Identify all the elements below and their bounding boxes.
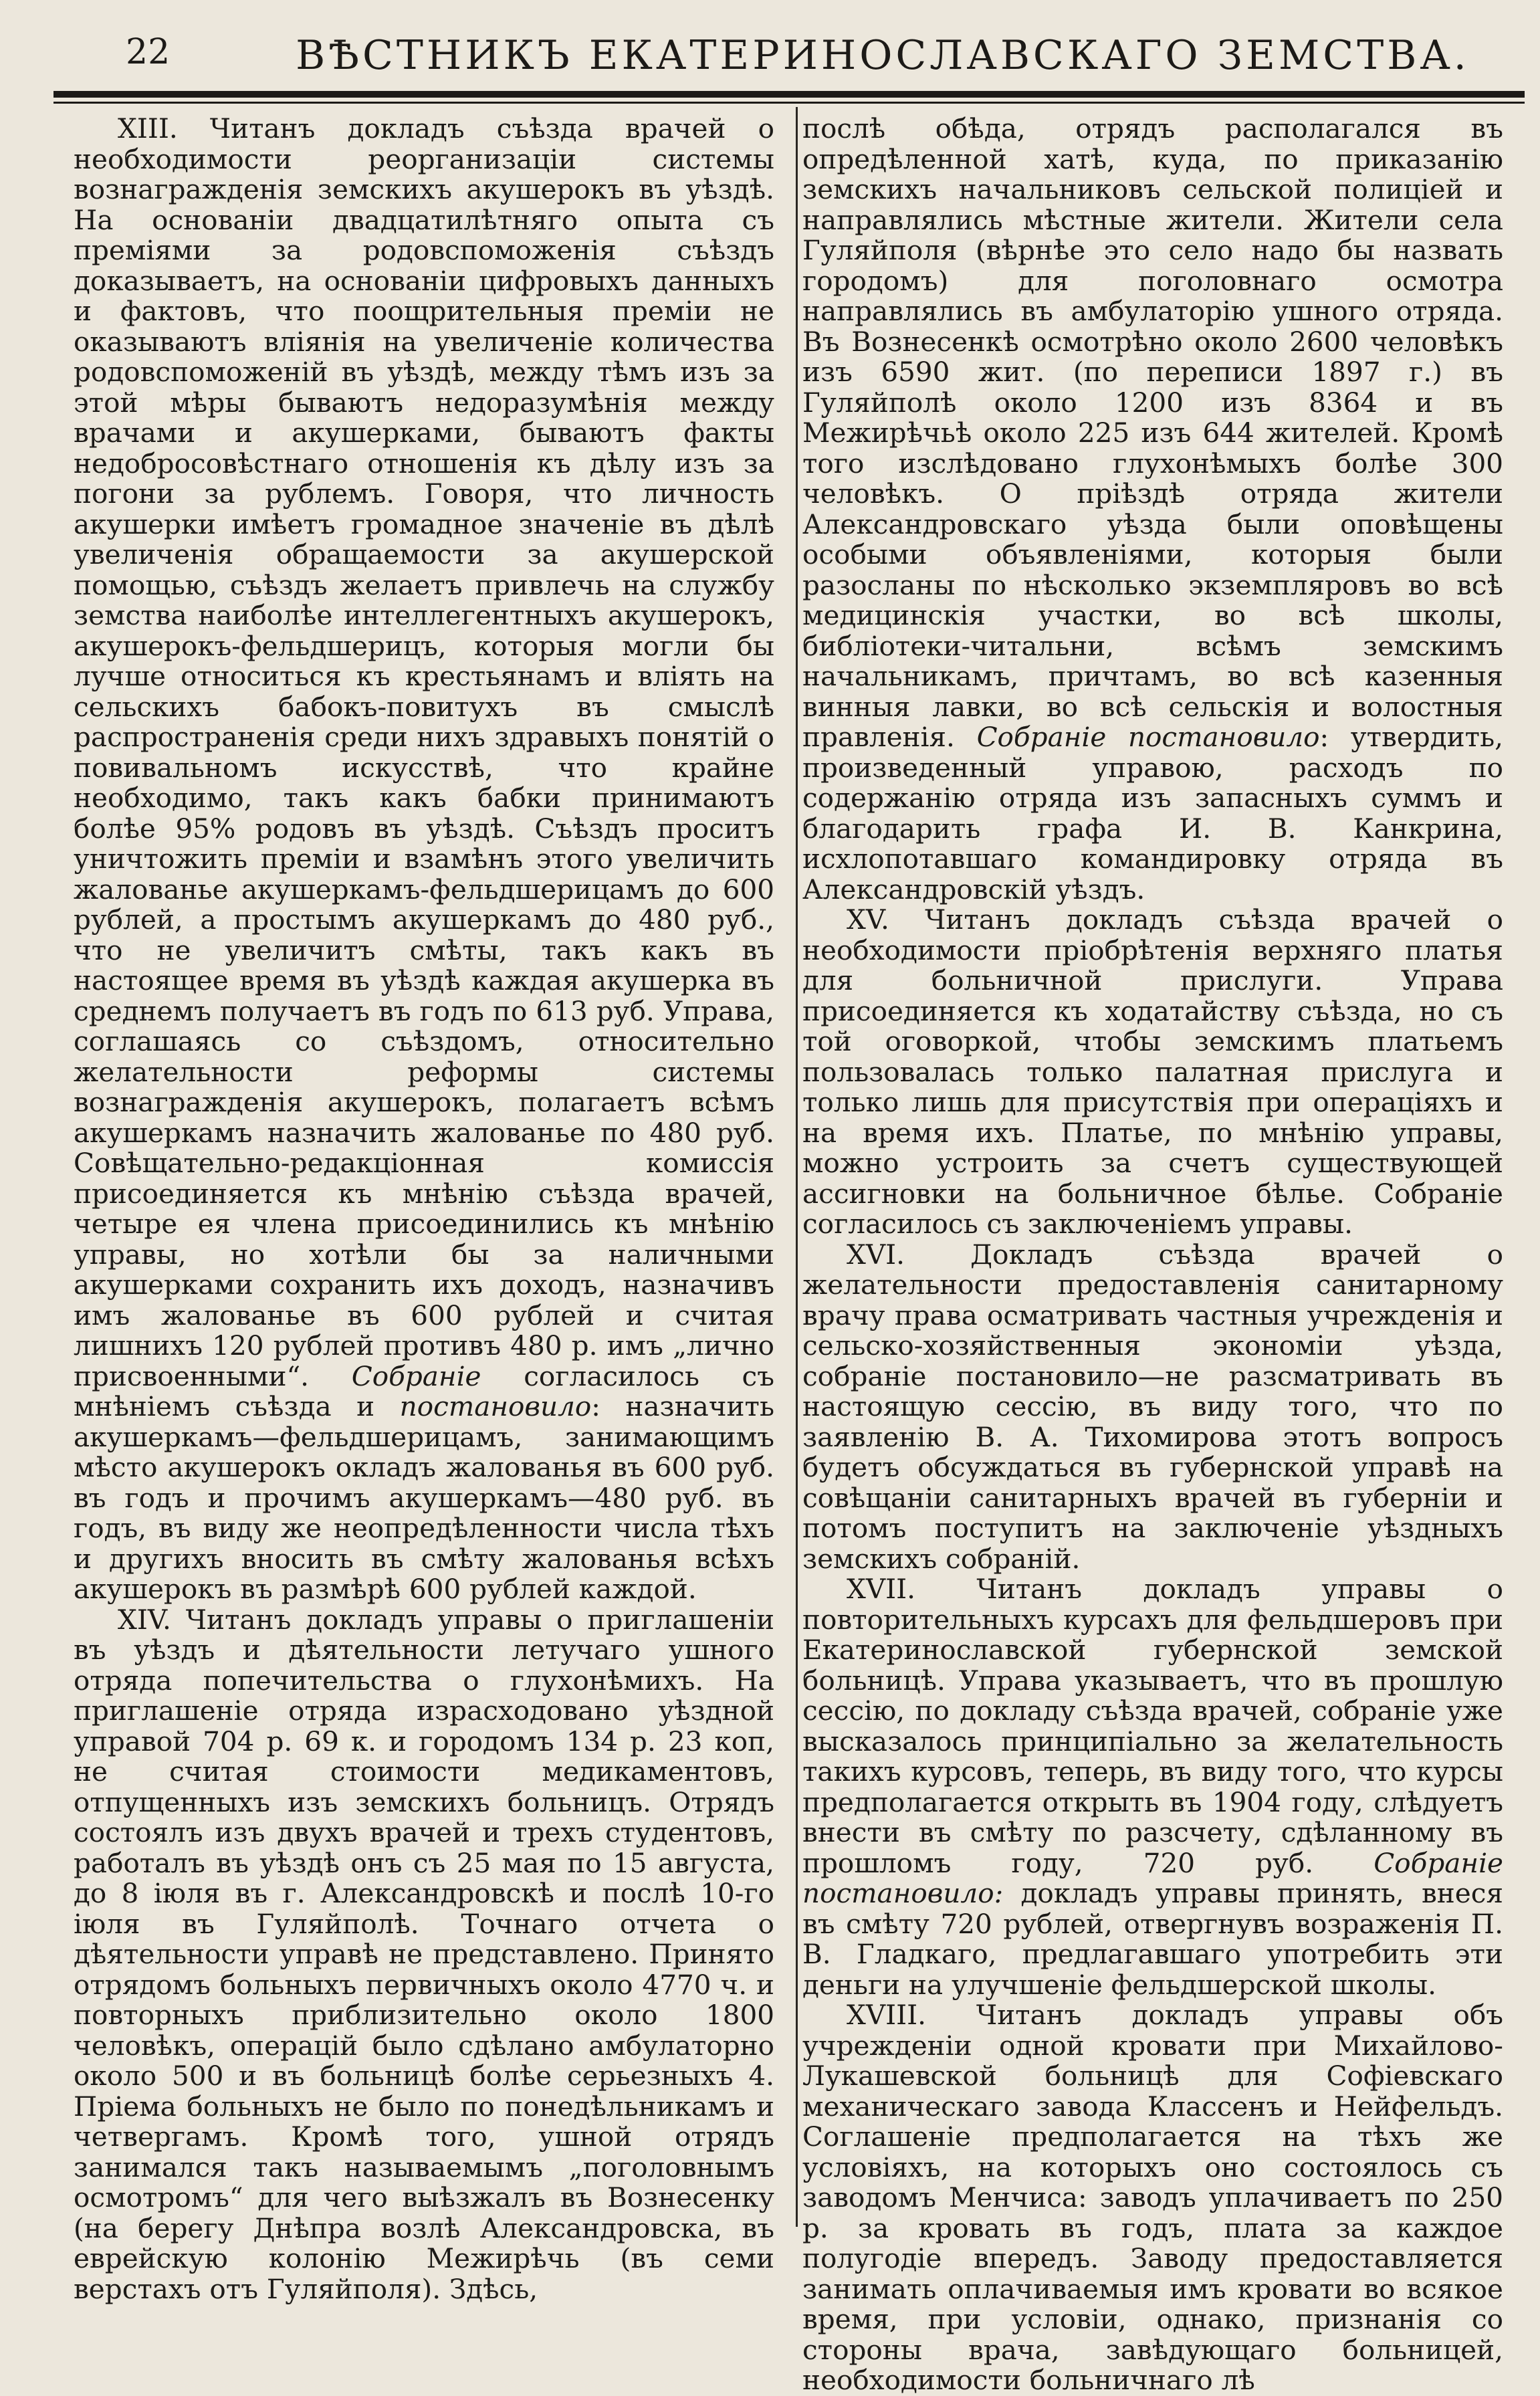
section-xiii-sobranie: Собраніе xyxy=(351,1359,481,1392)
section-xvii-text: XVII. Читанъ докладъ управы о повторительныхъ курсахъ для фельдшеровъ при Екатеринославской губернской земской больницѣ. Управа указываетъ, что въ прошлую сессію, по докладу съѣзда врачей, собраніе уже высказалось принципіально за желательность такихъ курсовъ, теперь, въ виду того, что курсы предполагается открыть въ 1904 году, слѣдуетъ внести въ смѣту по разсчету, сдѣланному въ прошломъ году, 720 руб. xyxy=(802,1573,1503,1879)
right-column xyxy=(802,114,1503,2396)
section-xiv xyxy=(74,1605,774,2305)
section-xiii-postanovilo: постановило xyxy=(399,1390,592,1422)
section-xiv-cont-text-2: : утвердить, произведенный управою, расходъ по содержанію отряда изъ запасныхъ суммъ и благодарить графа И. В. Канкрина, исхлопотавшаго командировку отряда въ Александровскій уѣздъ. xyxy=(802,721,1503,905)
page-header xyxy=(40,19,1511,86)
section-xiv-text: XIV. Читанъ докладъ управы о приглашеніи въ уѣздъ и дѣятельности летучаго ушного отряда попечительства о глухонѣмихъ. На приглашеніе отряда израсходовано уѣздной управой 704 р. 69 к. и городомъ 134 р. 23 коп, не считая стоимости медикаментовъ, отпущенныхъ изъ земскихъ больницъ. Отрядъ состоялъ изъ двухъ врачей и трехъ студентовъ, работалъ въ уѣздѣ онъ съ 25 мая по 15 августа, до 8 іюля въ г. Александровскѣ и послѣ 10-го іюля въ Гуляйполѣ. Точнаго отчета о дѣятельности управѣ не представлено. Принято отрядомъ больныхъ первичныхъ около 4770 ч. и повторныхъ приблизительно около 1800 человѣкъ, операцій было сдѣлано амбулаторно около 500 и въ больницѣ болѣе серьезныхъ 4. Пріема больныхъ не было по понедѣльникамъ и четвергамъ. Кромѣ того, ушной отрядъ занимался такъ называемымъ „поголовнымъ осмотромъ“ для чего выѣзжалъ въ Вознесенку (на берегу Днѣпра возлѣ Александровска, въ еврейскую колонію Межирѣчь (въ семи верстахъ отъ Гуляйполя). Здѣсь, xyxy=(74,1603,774,2305)
section-xv xyxy=(802,905,1503,1240)
section-xvi xyxy=(802,1240,1503,1575)
section-xvii xyxy=(802,1574,1503,2000)
column-divider xyxy=(796,107,798,2227)
section-xiii xyxy=(74,114,774,1605)
section-xviii xyxy=(802,2000,1503,2396)
section-xvi-text: XVI. Докладъ съѣзда врачей о желательности предоставленія санитарному врачу права осматривать частныя учрежденія и сельско-хозяйственныя экономіи уѣзда, собраніе постановило—не разсматривать въ настоящую сессію, въ виду того, что по заявленію В. А. Тихомирова этотъ вопросъ будетъ обсуждаться въ губернской управѣ на совѣщаніи санитарныхъ врачей въ губерніи и потомъ поступитъ на заключеніе уѣздныхъ земскихъ собраній. xyxy=(802,1238,1503,1575)
section-xiii-text-2: согласилось съ мнѣніемъ съѣзда и xyxy=(74,1359,774,1422)
section-xvii-sobranie: Собраніе постановило: xyxy=(802,1846,1504,1909)
section-xviii-text: XVIII. Читанъ докладъ управы объ учрежденіи одной кровати при Михайлово-Лукашевской больницѣ для Софіевскаго механическаго завода Классенъ и Нейфельдъ. Соглашеніе предполагается на тѣхъ же условіяхъ, на которыхъ оно состоялось съ заводомъ Менчиса: заводъ уплачиваетъ по 250 р. за кровать въ годъ, плата за каждое полугодіе впередъ. Заводу предоставляется занимать оплачиваемыя имъ кровати во всякое время, при условіи, однако, признанія со стороны врача, завѣдующаго больницей, необходимости больничнаго лѣ xyxy=(802,1999,1503,2396)
section-xiii-text-3: : назначить акушеркамъ—фельдшерицамъ, занимающимъ мѣсто акушерокъ окладъ жалованья въ 600 руб. въ годъ и прочимъ акушеркамъ—480 руб. въ годъ, въ виду же неопредѣленности числа тѣхъ и другихъ вносить въ смѣту жалованья всѣхъ акушерокъ въ размѣрѣ 600 рублей каждой. xyxy=(74,1390,775,1605)
journal-title: ВѢСТНИКЪ ЕКАТЕРИНОСЛАВСКАГО ЗЕМСТВА. xyxy=(296,32,1470,79)
header-rule-thick xyxy=(53,91,1525,98)
section-xiv-cont-text: послѣ обѣда, отрядъ располагался въ опредѣленной хатѣ, куда, по приказанію земскихъ начальниковъ сельской полиціей и направлялись мѣстные жители. Жители села Гуляйполя (вѣрнѣе это село надо бы назвать городомъ) для поголовнаго осмотра направлялись въ амбулаторію ушного отряда. Въ Вознесенкѣ осмотрѣно около 2600 человѣкъ изъ 6590 жит. (по переписи 1897 г.) въ Гуляйполѣ около 1200 изъ 8364 и въ Межирѣчьѣ около 225 изъ 644 жителей. Кромѣ того изслѣдовано глухонѣмыхъ болѣе 300 человѣкъ. О пріѣздѣ отряда жители Александровскаго уѣзда были оповѣщены особыми объявленіями, которыя были разосланы по нѣсколько экземпляровъ во всѣ медицинскія участки, во всѣ школы, библіотеки-читальни, всѣмъ земскимъ начальникамъ, причтамъ, во всѣ казенныя винныя лавки, во всѣ сельскія и волостныя правленія. xyxy=(802,112,1503,753)
section-xiv-continued xyxy=(802,114,1503,905)
header-rule-thin xyxy=(53,102,1525,104)
section-xv-text: XV. Читанъ докладъ съѣзда врачей о необходимости пріобрѣтенія верхняго платья для больничной прислуги. Управа присоединяется къ ходатайству съѣзда, но съ той оговоркой, чтобы земскимъ платьемъ пользовалась только палатная прислуга и только лишь для присутствія при операціяхъ и на время ихъ. Платье, по мнѣнію управы, можно устроить за счетъ существующей ассигновки на больничное бѣлье. Собраніе согласилось съ заключеніемъ управы. xyxy=(802,903,1503,1240)
left-column xyxy=(74,114,774,2304)
section-xvii-text-2: докладъ управы принять, внеся въ смѣту 720 рублей, отвергнувъ возраженія П. В. Гладкаго, предлагавшаго употребить эти деньги на улучшеніе фельдшерской школы. xyxy=(802,1877,1503,2001)
section-xiii-text: XIII. Читанъ докладъ съѣзда врачей о необходимости реорганизаціи системы вознагражденія земскихъ акушерокъ въ уѣздѣ. На основаніи двадцатилѣтняго опыта съ преміями за родовспоможенія съѣздъ доказываетъ, на основаніи цифровыхъ данныхъ и фактовъ, что поощрительныя преміи не оказываютъ вліянія на увеличеніе количества родовспоможеній въ уѣздѣ, между тѣмъ изъ за этой мѣры бываютъ недоразумѣнія между врачами и акушерками, бываютъ факты недобросовѣстнаго отношенія къ дѣлу изъ за погони за рублемъ. Говоря, что личность акушерки имѣетъ громадное значеніе въ дѣлѣ увеличенія обращаемости за акушерской помощью, съѣздъ желаетъ привлечь на службу земства наиболѣе интеллегентныхъ акушерокъ, акушерокъ-фельдшерицъ, которыя могли бы лучше относиться къ крестьянамъ и вліять на сельскихъ бабокъ-повитухъ въ смыслѣ распространенія среди нихъ здравыхъ понятій о повивальномъ искусствѣ, что крайне необходимо, такъ какъ бабки принимаютъ болѣе 95% родовъ въ уѣздѣ. Съѣздъ проситъ уничтожить преміи и взамѣнъ этого увеличить жалованье акушеркамъ-фельдшерицамъ до 600 рублей, а простымъ акушеркамъ до 480 руб., что не увеличитъ смѣты, такъ какъ въ настоящее время въ уѣздѣ каждая акушерка въ среднемъ получаетъ въ годъ по 613 руб. Управа, соглашаясь со съѣздомъ, относительно желательности реформы системы вознагражденія акушерокъ, полагаетъ всѣмъ акушеркамъ назначить жалованье по 480 руб. Совѣщательно-редакціонная комиссія присоединяется къ мнѣнію съѣзда врачей, четыре ея члена присоединились къ мнѣнію управы, но хотѣли бы за наличными акушерками сохранить ихъ доходъ, назначивъ имъ жалованье въ 600 рублей и считая лишнихъ 120 рублей противъ 480 р. имъ „лично присвоенными“. xyxy=(74,112,774,1392)
section-xiv-sobranie: Собраніе постановило xyxy=(976,721,1320,753)
page-number: 22 xyxy=(126,32,171,72)
